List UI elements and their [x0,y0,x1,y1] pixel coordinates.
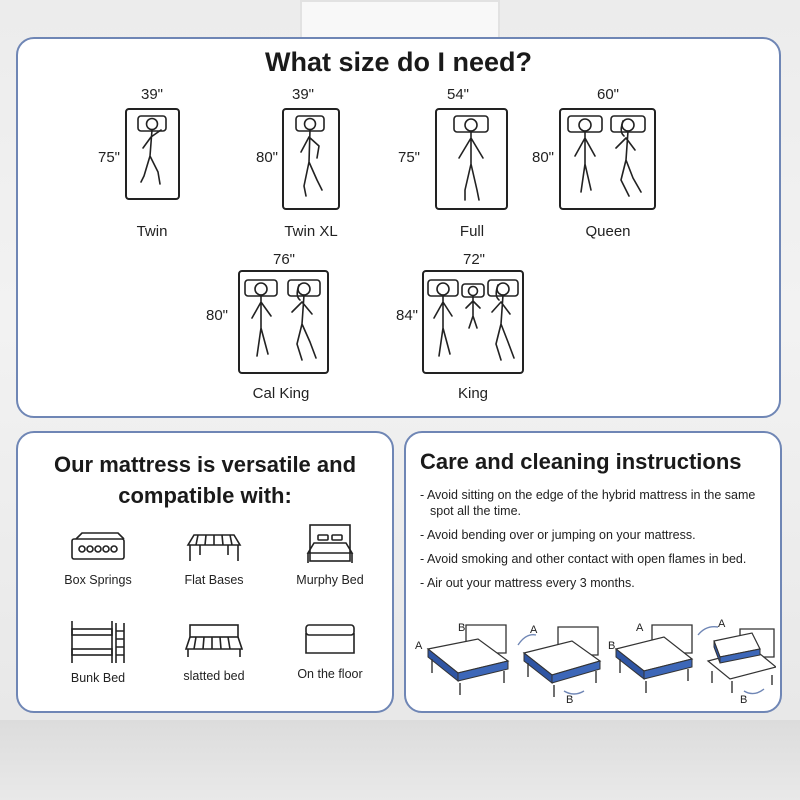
full-bed [435,108,508,210]
box-spring-icon [68,527,128,567]
compat-label-bunk-bed: Bunk Bed [70,671,126,685]
king-length: 84" [395,307,418,324]
queen-width: 60" [596,86,619,103]
care-instruction: - Avoid sitting on the edge of the hybrid mattress in the same spot all the time. [420,488,756,518]
twin-length: 75" [97,149,120,166]
care-instruction: - Air out your mattress every 3 months. [420,576,635,590]
size-guide-panel [16,37,781,418]
queen-label: Queen [585,223,631,240]
compat-label-box-springs: Box Springs [64,573,132,587]
flat-base-icon [184,527,244,567]
two-sleepers-icon [240,272,327,372]
full-length: 75" [397,149,420,166]
rotation-step-2 [518,624,600,705]
twin-xl-bed [282,108,340,210]
compatibility-panel [16,431,394,713]
cal-king-bed [238,270,329,374]
size-guide-title: What size do I need? [264,47,533,77]
care-title: Care and cleaning instructions [420,449,742,474]
rotation-step-1 [415,622,508,695]
floor-mattress-icon [300,621,360,661]
compatibility-title-line1: Our mattress is versatile and [53,452,357,477]
twin-label: Twin [136,223,168,240]
compat-box-springs [38,527,158,587]
bunk-bed-icon [68,619,128,665]
king-width: 72" [462,251,485,268]
twin-bed [125,108,180,200]
twin-width: 39" [140,86,163,103]
label-b: B [458,622,466,634]
cal-king-label: Cal King [252,385,310,402]
compat-label-flat-bases: Flat Bases [184,573,244,587]
sleeper-figure-icon [127,110,178,198]
label-b: B [608,640,616,652]
cal-king-width: 76" [272,251,295,268]
murphy-bed-icon [300,523,360,567]
compat-label-slatted-bed: slatted bed [183,669,245,683]
label-a: A [636,622,644,634]
compat-label-on-the-floor: On the floor [297,667,363,681]
full-width: 54" [446,86,469,103]
full-label: Full [459,223,485,240]
compatibility-title [18,449,392,511]
label-a: A [718,619,726,630]
slatted-bed-icon [184,621,244,663]
twin-xl-width: 39" [291,86,314,103]
cal-king-length: 80" [205,307,228,324]
compat-murphy-bed [270,523,390,587]
care-instructions-list [420,487,772,599]
care-instruction: - Avoid smoking and other contact with open flames in bed. [420,552,747,566]
queen-bed [559,108,656,210]
king-label: King [457,385,489,402]
three-sleepers-icon [424,272,522,372]
twin-xl-length: 80" [255,149,278,166]
care-instruction: - Avoid bending over or jumping on your mattress. [420,528,696,542]
two-sleepers-icon [561,110,654,208]
sleeper-figure-icon [284,110,338,208]
compat-label-murphy-bed: Murphy Bed [296,573,364,587]
label-a: A [530,624,538,636]
rotation-step-3 [608,622,692,693]
twin-xl-label: Twin XL [284,223,338,240]
compat-bunk-bed [38,619,158,685]
label-b: B [740,694,748,705]
mattress-rotation-illustration [414,619,776,705]
background-window [300,0,500,40]
label-a: A [415,640,423,652]
background-floor [0,720,800,800]
compatibility-title-line2: compatible with: [118,483,292,508]
king-bed [422,270,524,374]
queen-length: 80" [531,149,554,166]
care-panel [404,431,782,713]
sleeper-figure-icon [437,110,506,208]
compat-flat-bases [154,527,274,587]
label-b: B [566,694,574,705]
rotation-step-4 [698,619,776,705]
compat-slatted-bed [154,621,274,683]
compat-on-the-floor [270,621,390,681]
